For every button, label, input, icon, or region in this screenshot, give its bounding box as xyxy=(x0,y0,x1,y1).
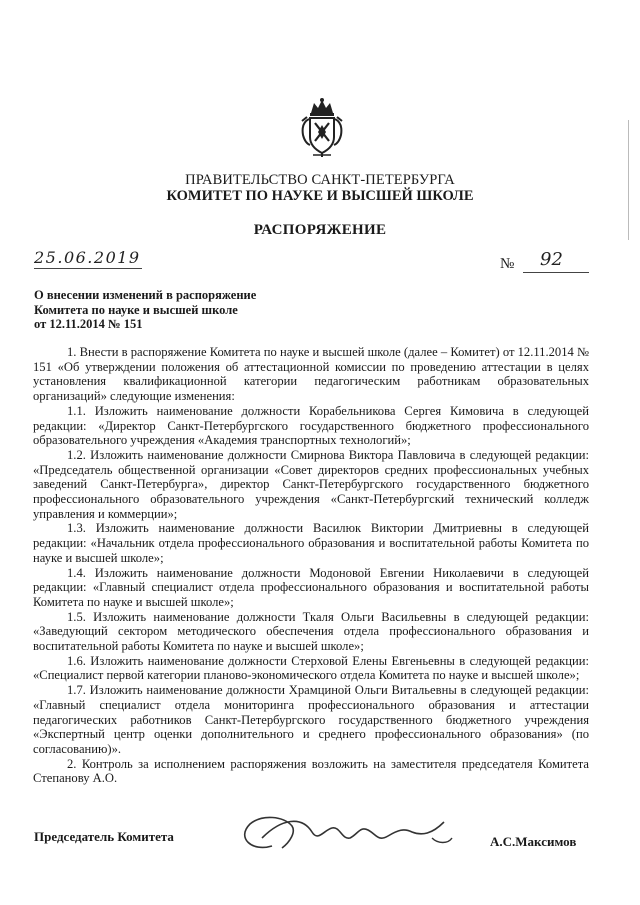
document-subject xyxy=(34,288,334,332)
number-sign: № xyxy=(500,256,515,272)
document-body xyxy=(33,345,589,786)
document-type-title: РАСПОРЯЖЕНИЕ xyxy=(253,222,387,238)
subject-line: О внесении изменений в распоряжение xyxy=(34,288,257,302)
body-paragraph: 1.6. Изложить наименование должности Стерховой Елены Евгеньевны в следующей редакции: «Специалист первой категории планово-экономического отдела Комитета по науке и высшей школе»; xyxy=(33,653,589,683)
committee-title: КОМИТЕТ ПО НАУКЕ И ВЫСШЕЙ ШКОЛЕ xyxy=(166,188,474,204)
date-underline xyxy=(34,268,142,269)
signatory-position: Председатель Комитета xyxy=(34,829,174,844)
number-underline xyxy=(523,272,589,273)
body-paragraph: 1. Внести в распоряжение Комитета по науке и высшей школе (далее – Комитет) от 12.11.2014 № 151 «Об утверждении положения об аттестационной комиссии по проведению аттестации в целях установления квалификационной категории педагогическим работникам образовательных организаций» следующие изменения: xyxy=(33,345,589,404)
coat-of-arms-icon xyxy=(299,97,345,157)
government-title: ПРАВИТЕЛЬСТВО САНКТ-ПЕТЕРБУРГА xyxy=(185,172,455,188)
document-number: 92 xyxy=(540,249,563,270)
body-paragraph: 1.7. Изложить наименование должности Храмциной Ольги Витальевны в следующей редакции: «Главный специалист отдела мониторинга профессионального образования и аттестации педагогических работников Санкт-Петербургского государственного бюджетного учреждения «Экспертный центр оценки дополнительного и среднего профессионального образования» (по согласованию)». xyxy=(33,683,589,756)
body-paragraph: 1.5. Изложить наименование должности Ткаля Ольги Васильевны в следующей редакции: «Заведующий сектором методического обеспечения отдела профессионального образования и воспитательной работы Комитета по науке и высшей школе»; xyxy=(33,609,589,654)
document-date: 25.06.2019 xyxy=(34,248,141,267)
subject-line: Комитета по науке и высшей школе xyxy=(34,302,238,317)
body-paragraph: 2. Контроль за исполнением распоряжения возложить на заместителя председателя Комитета Степанову А.О. xyxy=(33,756,589,786)
scan-margin-mark xyxy=(628,120,629,240)
signatory-name: А.С.Максимов xyxy=(490,834,577,849)
body-paragraph: 1.4. Изложить наименование должности Модоновой Евгении Николаевичи в следующей редакции: «Главный специалист отдела профессионального образования и воспитательной работы Комитета по науке и высшей школе»; xyxy=(33,565,589,609)
body-paragraph: 1.1. Изложить наименование должности Корабельникова Сергея Кимовича в следующей редакции: «Директор Санкт-Петербургского государственного бюджетного профессионального образовательного учреждения «Академия транспортных технологий»; xyxy=(33,403,589,448)
body-paragraph: 1.3. Изложить наименование должности Василюк Виктории Дмитриевны в следующей редакции: «Начальник отдела профессионального образования и воспитательной работы Комитета по науке и высшей школе»; xyxy=(33,521,589,565)
subject-line: от 12.11.2014 № 151 xyxy=(34,317,143,331)
body-paragraph: 1.2. Изложить наименование должности Смирнова Виктора Павловича в следующей редакции: «Председатель общественной организации «Совет директоров средних профессиональных учебных заведений Санкт-Петербурга», директор Санкт-Петербургского государственного бюджетного профессионального образовательного учреждения «Санкт-Петербургский технический колледж управления и коммерции»; xyxy=(33,447,589,521)
handwritten-signature-icon xyxy=(232,808,462,863)
